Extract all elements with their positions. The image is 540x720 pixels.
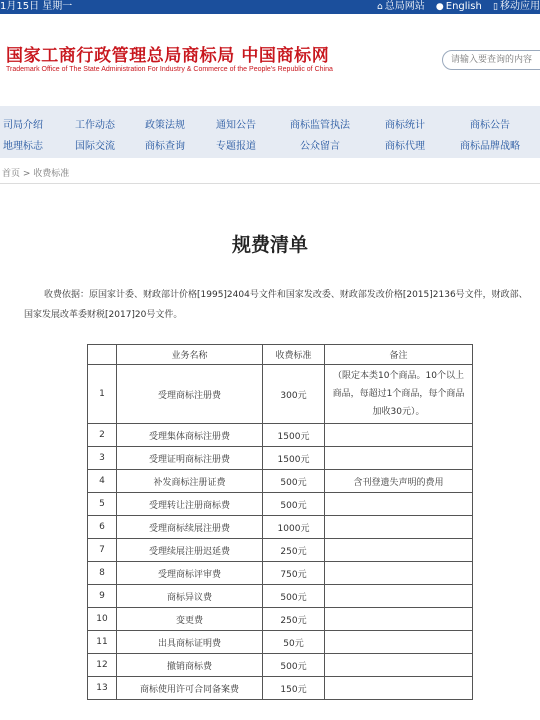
- row-number: 6: [88, 516, 117, 539]
- table-row: [88, 654, 473, 677]
- col-header-note: 备注: [325, 345, 473, 365]
- nav-item-public-messages[interactable]: 公众留言: [300, 141, 340, 152]
- service-name: 受理续展注册迟延费: [117, 539, 263, 562]
- fee-amount: 500元: [263, 585, 325, 608]
- breadcrumb: 首页 > 收费标准: [0, 164, 540, 184]
- main-nav: [0, 106, 540, 158]
- fee-amount: 250元: [263, 608, 325, 631]
- service-name: 商标异议费: [117, 585, 263, 608]
- fee-note: （限定本类10个商品。10个以上商品，每超过1个商品，每个商品加收30元）。: [325, 365, 473, 424]
- top-link-label: 移动应用: [500, 1, 540, 12]
- fee-amount: 500元: [263, 654, 325, 677]
- row-number: 8: [88, 562, 117, 585]
- fee-table: [87, 344, 473, 700]
- fee-note: [325, 677, 473, 700]
- service-name: 受理证明商标注册费: [117, 447, 263, 470]
- row-number: 7: [88, 539, 117, 562]
- fee-amount: 500元: [263, 470, 325, 493]
- fee-note: [325, 424, 473, 447]
- fee-note: [325, 654, 473, 677]
- row-number: 3: [88, 447, 117, 470]
- fee-amount: 500元: [263, 493, 325, 516]
- search-input[interactable]: [442, 50, 540, 70]
- fee-note: [325, 608, 473, 631]
- nav-item-special-reports[interactable]: 专题报道: [216, 141, 256, 152]
- row-number: 1: [88, 365, 117, 424]
- fee-note: 含刊登遗失声明的费用: [325, 470, 473, 493]
- fee-note: [325, 516, 473, 539]
- fee-note: [325, 493, 473, 516]
- site-subtitle: Trademark Office of The State Administration For Industry & Commerce of the People's Republic of China: [6, 66, 333, 73]
- fee-amount: 300元: [263, 365, 325, 424]
- fee-amount: 250元: [263, 539, 325, 562]
- nav-item-announcements[interactable]: 商标公告: [470, 120, 510, 131]
- row-number: 13: [88, 677, 117, 700]
- page-title: 规费清单: [231, 234, 308, 256]
- site-title[interactable]: 国家工商行政管理总局商标局 中国商标网: [6, 46, 330, 66]
- table-row: [88, 608, 473, 631]
- fee-note: [325, 585, 473, 608]
- service-name: 出具商标证明费: [117, 631, 263, 654]
- col-header-fee: 收费标准: [263, 345, 325, 365]
- fee-amount: 1500元: [263, 424, 325, 447]
- fee-note: [325, 562, 473, 585]
- nav-item-geo-indications[interactable]: 地理标志: [3, 141, 43, 152]
- nav-item-policies[interactable]: 政策法规: [145, 120, 185, 131]
- col-header-name: 业务名称: [117, 345, 263, 365]
- fee-note: [325, 539, 473, 562]
- row-number: 10: [88, 608, 117, 631]
- home-icon: ⌂: [376, 2, 383, 12]
- fee-note: [325, 447, 473, 470]
- top-link-mobile[interactable]: [493, 0, 540, 14]
- fee-basis-text: 收费依据：原国家计委、财政部计价格[1995]2404号文件和国家发改委、财政部发改价格[2015]2136号文件，财政部、国家发展改革委财税[2017]20号文件。: [24, 290, 528, 320]
- top-links: [369, 0, 540, 14]
- row-number: 9: [88, 585, 117, 608]
- top-link-main-site[interactable]: [377, 0, 425, 14]
- table-row: [88, 447, 473, 470]
- nav-item-work-news[interactable]: 工作动态: [75, 120, 115, 131]
- nav-item-brand-strategy[interactable]: 商标品牌战略: [460, 141, 520, 152]
- table-row: [88, 365, 473, 424]
- mobile-icon: ▯: [493, 2, 498, 12]
- table-row: [88, 470, 473, 493]
- top-link-label: 总局网站: [384, 1, 425, 12]
- row-number: 2: [88, 424, 117, 447]
- top-link-english[interactable]: [436, 0, 482, 14]
- service-name: 变更费: [117, 608, 263, 631]
- table-row: [88, 424, 473, 447]
- row-number: 5: [88, 493, 117, 516]
- table-header-row: [88, 345, 473, 365]
- fee-amount: 1000元: [263, 516, 325, 539]
- service-name: 受理商标续展注册费: [117, 516, 263, 539]
- nav-item-agents[interactable]: 商标代理: [385, 141, 425, 152]
- service-name: 受理集体商标注册费: [117, 424, 263, 447]
- table-row: [88, 562, 473, 585]
- globe-icon: ●: [435, 2, 444, 12]
- service-name: 受理转让注册商标费: [117, 493, 263, 516]
- service-name: 补发商标注册证费: [117, 470, 263, 493]
- row-number: 4: [88, 470, 117, 493]
- service-name: 受理商标评审费: [117, 562, 263, 585]
- top-link-label: English: [445, 1, 482, 12]
- fee-amount: 1500元: [263, 447, 325, 470]
- nav-item-bureau-intro[interactable]: 司局介绍: [3, 120, 43, 131]
- table-row: [88, 539, 473, 562]
- site-header: [0, 14, 540, 106]
- nav-item-statistics[interactable]: 商标统计: [385, 120, 425, 131]
- table-row: [88, 677, 473, 700]
- row-number: 12: [88, 654, 117, 677]
- fee-amount: 50元: [263, 631, 325, 654]
- table-row: [88, 516, 473, 539]
- col-header-no: [88, 345, 117, 365]
- top-bar: [0, 0, 540, 14]
- service-name: 撤销商标费: [117, 654, 263, 677]
- fee-amount: 750元: [263, 562, 325, 585]
- service-name: 受理商标注册费: [117, 365, 263, 424]
- fee-amount: 150元: [263, 677, 325, 700]
- nav-item-notices[interactable]: 通知公告: [216, 120, 256, 131]
- service-name: 商标使用许可合同备案费: [117, 677, 263, 700]
- table-row: [88, 631, 473, 654]
- date-text: 1月15日 星期一: [0, 1, 73, 12]
- fee-note: [325, 631, 473, 654]
- nav-item-international[interactable]: 国际交流: [75, 141, 115, 152]
- table-row: [88, 585, 473, 608]
- table-row: [88, 493, 473, 516]
- row-number: 11: [88, 631, 117, 654]
- nav-item-enforcement[interactable]: 商标监管执法: [290, 120, 350, 131]
- nav-item-search[interactable]: 商标查询: [145, 141, 185, 152]
